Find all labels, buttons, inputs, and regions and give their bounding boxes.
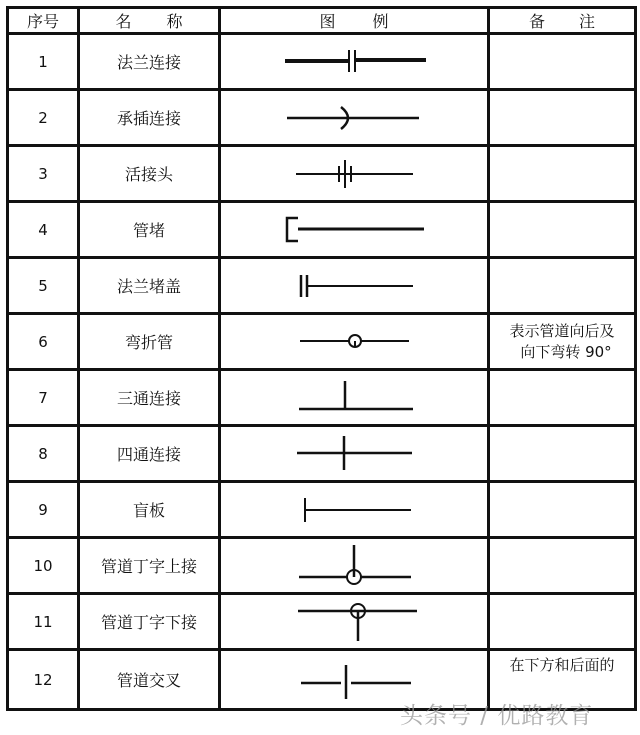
row-name: 活接头: [79, 146, 220, 202]
header-row: [8, 8, 636, 34]
row-symbol: [220, 146, 489, 202]
row-symbol: [220, 90, 489, 146]
row-symbol: [220, 258, 489, 314]
row-symbol: [220, 426, 489, 482]
header-remarks: [489, 8, 636, 34]
header-name-char1: 名: [115, 12, 132, 31]
row-symbol: [220, 202, 489, 258]
row-remarks: [489, 258, 636, 314]
header-legend: [220, 8, 489, 34]
tee-up-symbol-icon: [221, 539, 490, 592]
table-row: [8, 426, 636, 482]
cross-connection-symbol-icon: [221, 427, 490, 480]
row-index: 10: [8, 538, 79, 594]
row-remarks: [489, 594, 636, 650]
row-index: 2: [8, 90, 79, 146]
flange-blind-cover-symbol-icon: [221, 259, 490, 312]
row-remarks: [489, 146, 636, 202]
table-row: [8, 202, 636, 258]
row-remarks: [489, 202, 636, 258]
row-symbol: [220, 482, 489, 538]
header-index: 序号: [8, 8, 79, 34]
row-symbol: [220, 538, 489, 594]
socket-connection-symbol-icon: [221, 91, 490, 144]
row-name: 弯折管: [79, 314, 220, 370]
row-index: 4: [8, 202, 79, 258]
remarks-line-2: 向下弯转 90°: [520, 342, 612, 361]
table-row: [8, 482, 636, 538]
tee-down-symbol-icon: [221, 595, 490, 648]
table-row: [8, 314, 636, 370]
pipe-symbol-legend-table: [6, 6, 637, 711]
row-remarks: [489, 370, 636, 426]
row-name: 管道丁字上接: [79, 538, 220, 594]
row-remarks: [489, 314, 636, 370]
row-index: 12: [8, 650, 79, 710]
header-name-char2: 称: [166, 12, 183, 31]
row-name: 四通连接: [79, 426, 220, 482]
row-name: 盲板: [79, 482, 220, 538]
table-row: [8, 146, 636, 202]
row-index: 8: [8, 426, 79, 482]
row-name: 管道丁字下接: [79, 594, 220, 650]
row-symbol: [220, 314, 489, 370]
row-index: 11: [8, 594, 79, 650]
row-name: 管堵: [79, 202, 220, 258]
row-remarks: [489, 90, 636, 146]
row-symbol: [220, 370, 489, 426]
tee-connection-symbol-icon: [221, 371, 490, 424]
header-legend-char2: 例: [372, 12, 389, 31]
header-name: [79, 8, 220, 34]
flange-connection-symbol-icon: [221, 35, 490, 88]
row-remarks: [489, 538, 636, 594]
row-index: 3: [8, 146, 79, 202]
table-row: [8, 34, 636, 90]
table-row: [8, 594, 636, 650]
table-row: [8, 258, 636, 314]
row-name: 承插连接: [79, 90, 220, 146]
watermark: 头条号 / 优路教育: [400, 703, 594, 729]
row-remarks: [489, 482, 636, 538]
row-index: 1: [8, 34, 79, 90]
remarks-line-1: 在下方和后面的: [509, 656, 615, 674]
table-row: [8, 538, 636, 594]
table-row: [8, 90, 636, 146]
bent-pipe-symbol-icon: [221, 315, 490, 368]
row-index: 6: [8, 314, 79, 370]
row-name: 法兰连接: [79, 34, 220, 90]
row-remarks: [489, 34, 636, 90]
header-remarks-char2: 注: [578, 12, 595, 31]
blind-plate-symbol-icon: [221, 483, 490, 536]
row-index: 5: [8, 258, 79, 314]
row-symbol: [220, 594, 489, 650]
row-remarks: [489, 426, 636, 482]
row-name: 三通连接: [79, 370, 220, 426]
header-legend-char1: 图: [319, 12, 336, 31]
row-symbol: [220, 34, 489, 90]
row-name: 管道交叉: [79, 650, 220, 710]
row-index: 7: [8, 370, 79, 426]
pipe-plug-symbol-icon: [221, 203, 490, 256]
header-remarks-char1: 备: [528, 12, 545, 31]
remarks-line-1: 表示管道向后及: [509, 321, 615, 340]
row-name: 法兰堵盖: [79, 258, 220, 314]
table-row: [8, 370, 636, 426]
union-joint-symbol-icon: [221, 147, 490, 200]
row-index: 9: [8, 482, 79, 538]
